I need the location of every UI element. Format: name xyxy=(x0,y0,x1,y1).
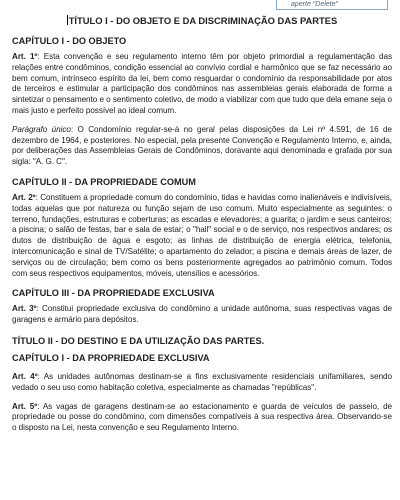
title-2-heading: TÍTULO II - DO DESTINO E DA UTILIZAÇÃO DAS PARTES. xyxy=(12,335,265,346)
article-4-label: Art. 4º xyxy=(12,371,38,381)
article-1 xyxy=(12,52,392,117)
paragrafo-unico xyxy=(12,125,392,168)
article-3-label: Art. 3º xyxy=(12,304,37,314)
article-1-label: Art. 1º xyxy=(12,52,38,61)
document-title xyxy=(12,15,392,27)
article-4 xyxy=(12,372,392,394)
document-title-text: TÍTULO I - DO OBJETO E DA DISCRIMINAÇÃO DAS PARTES xyxy=(68,15,338,26)
chapter-2-heading: CAPÍTULO II - DA PROPRIEDADE COMUM xyxy=(12,176,196,187)
text-cursor xyxy=(67,15,68,25)
article-4-text: : As unidades autônomas destinam-se a fins exclusivamente residenciais unifamiliares, sendo vedado o seu uso como habitação coletiva, especialmente as chamadas "repúblicas". xyxy=(12,371,392,392)
article-5-label: Art. 5º xyxy=(12,401,38,411)
chapter-1b-heading: CAPÍTULO I - DA PROPRIEDADE EXCLUSIVA xyxy=(12,352,210,363)
article-3-text: : Constitui propriedade exclusiva do condômino a unidade autônoma, suas respectivas vagas de garagens e armário para depósitos. xyxy=(12,304,392,325)
article-5-text: : As vagas de garagens destinam-se ao estacionamento e guarda de veículos de passeio, de propriedade ou posse do condômino, com dimensões compatíveis à sua respectiva área. Observando-se o disposto na Lei, nesta convenção e seu Regulamento Interno. xyxy=(12,401,392,433)
paragrafo-unico-text: : O Condomínio regular-se-á no geral pelas disposições da Lei nº 4.591, de 16 de dezembro de 1964, e posteriores. No especial, pela presente Convenção e Regulamento Interno, e, ainda, por deliberações das Assembleias Gerais de Condôminos, doravante aqui denominada e grafada por sua sigla: "A. G. C". xyxy=(12,124,392,167)
article-3 xyxy=(12,304,392,326)
chapter-1-heading: CAPÍTULO I - DO OBJETO xyxy=(12,36,127,46)
delete-hint-tooltip: aperte "Delete" xyxy=(276,0,388,10)
chapter-3-heading: CAPÍTULO III - DA PROPRIEDADE EXCLUSIVA xyxy=(12,288,215,299)
document-page[interactable] xyxy=(12,9,392,500)
article-2-text: : Constituem a propriedade comum do condomínio, tidas e havidas como inalienáveis e indivisíveis, todas aquelas que por natureza ou função sejam de uso comum. Muito especialmente as seguintes: o terreno, fundações, estruturas e coberturas; as escadas e elevadores; a guarita; o jardim e seus canteiros; a piscina; o salão de festas, bar e sala de estar; o "hall" social e o de serviço, nos respectivos andares; os dutos de distribuição de água e esgoto; as linhas de distribuição de energia elétrica, telefonia, intercomunicação e sinal de TV/Satélite; o apartamento do zelador; a piscina e demais áreas de lazer, de serviços ou de circulação; bem como os bens posteriormente agregados ao patrimônio comum. Todos com seus respectivos equipamentos, móveis, utensílios e acessórios. xyxy=(12,192,392,278)
article-2-label: Art. 2º xyxy=(12,192,36,202)
article-2 xyxy=(12,193,392,279)
paragrafo-unico-label: Parágrafo único xyxy=(12,124,71,134)
article-5 xyxy=(12,402,392,434)
article-1-text: : Esta convenção e seu regulamento interno têm por objeto primordial a regulamentação das relações entre condôminos, condição essencial ao convívio cordial e harmônico que se faz necessário ao bem comum, intrínseco espírito da lei, bem como resguardar o condomínio da responsabilidade por atos de terceiros e estimular a participação dos condôminos nas assembleias gerais elaborada de forma a sintetizar o pensamento e o sentimento coletivo, de modo a viabilizar com que tudo que dela emane seja o mais justo e perfeito possível ao ideal comum. xyxy=(12,52,392,115)
